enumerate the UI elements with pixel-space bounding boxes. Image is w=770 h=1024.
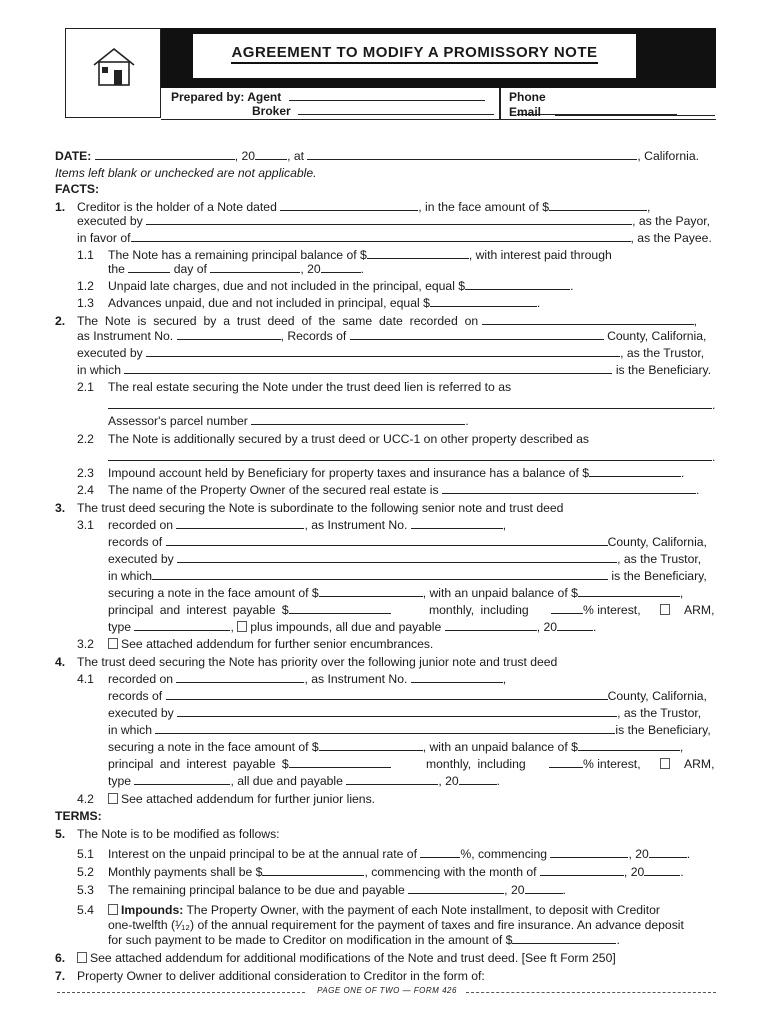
terms-heading: TERMS: xyxy=(55,809,102,823)
senior-recorded-field[interactable] xyxy=(176,518,304,529)
senior-payment-field[interactable] xyxy=(289,603,391,614)
email-field[interactable] xyxy=(555,105,715,116)
junior-type-field[interactable] xyxy=(134,774,230,785)
junior-addendum-checkbox[interactable] xyxy=(108,793,118,804)
beneficiary-field[interactable] xyxy=(124,363,612,374)
instrument-field[interactable] xyxy=(177,329,281,340)
payor-field[interactable] xyxy=(146,214,632,225)
balance-year-field[interactable] xyxy=(525,883,563,894)
date-line: DATE: , 20 , at , California. xyxy=(55,149,700,163)
balance-due-field[interactable] xyxy=(408,883,504,894)
monthly-payment-field[interactable] xyxy=(262,865,364,876)
house-icon xyxy=(92,47,136,87)
section-number: 1. xyxy=(55,200,66,214)
junior-payment-field[interactable] xyxy=(289,757,391,768)
senior-rate-field[interactable] xyxy=(551,603,583,614)
owner-name-field[interactable] xyxy=(442,483,696,494)
advances-field[interactable] xyxy=(430,296,537,307)
agent-field[interactable] xyxy=(289,90,485,101)
s2-line3: executed by , as the Trustor, xyxy=(77,346,705,360)
s1-line2: executed by , as the Payor, xyxy=(77,214,711,228)
senior-trustor-field[interactable] xyxy=(177,552,617,563)
facts-heading: FACTS: xyxy=(55,182,100,196)
records-field[interactable] xyxy=(350,329,604,340)
senior-face-field[interactable] xyxy=(319,586,423,597)
title-panel xyxy=(193,34,636,78)
logo-box xyxy=(65,28,161,118)
senior-instrument-field[interactable] xyxy=(411,518,503,529)
senior-due-field[interactable] xyxy=(445,620,537,631)
recorded-date-field[interactable] xyxy=(482,314,694,325)
new-rate-field[interactable] xyxy=(420,847,460,858)
arm-checkbox[interactable] xyxy=(660,604,670,615)
broker-field[interactable] xyxy=(298,104,494,115)
date-label: DATE: xyxy=(55,149,92,163)
email-label: Email xyxy=(509,105,542,119)
prepared-by-label: Prepared by: Agent xyxy=(171,90,282,104)
senior-year-field[interactable] xyxy=(557,620,593,631)
real-estate-field[interactable] xyxy=(108,398,712,409)
modifications-checkbox[interactable] xyxy=(77,952,87,963)
year-field[interactable] xyxy=(321,262,361,273)
junior-year-field[interactable] xyxy=(459,774,497,785)
payment-month-field[interactable] xyxy=(540,865,624,876)
trustor-field[interactable] xyxy=(146,346,620,357)
payment-year-field[interactable] xyxy=(644,865,680,876)
divider xyxy=(499,88,501,120)
face-amount-field[interactable] xyxy=(549,200,647,211)
junior-arm-checkbox[interactable] xyxy=(660,758,670,769)
s1-1-line: The Note has a remaining principal balance of $ , with interest paid through xyxy=(108,248,612,262)
junior-unpaid-field[interactable] xyxy=(578,740,680,751)
senior-unpaid-field[interactable] xyxy=(578,586,680,597)
senior-records-field[interactable] xyxy=(166,535,608,546)
apn-field[interactable] xyxy=(251,414,465,425)
s1-2-line: Unpaid late charges, due and not included in the principal, equal $ . xyxy=(108,279,574,293)
impounds-checkbox[interactable] xyxy=(237,621,247,632)
payee-field[interactable] xyxy=(131,231,631,242)
junior-beneficiary-field[interactable] xyxy=(155,723,615,734)
senior-type-field[interactable] xyxy=(134,620,230,631)
other-property-field[interactable] xyxy=(108,450,712,461)
junior-records-field[interactable] xyxy=(166,689,608,700)
month-field[interactable] xyxy=(210,262,300,273)
s2-line1: The Note is secured by a trust deed of the same date recorded on , xyxy=(77,314,697,328)
phone-label: Phone xyxy=(509,90,546,104)
day-field[interactable] xyxy=(128,262,170,273)
impounds-checkbox[interactable] xyxy=(108,904,118,915)
date-field[interactable] xyxy=(95,149,235,160)
year-field[interactable] xyxy=(255,149,287,160)
page-footer: PAGE ONE OF TWO — FORM 426 xyxy=(317,986,457,995)
s1-line1: Creditor is the holder of a Note dated , in the face amount of $ , xyxy=(77,200,651,214)
broker-label: Broker xyxy=(252,104,291,118)
senior-beneficiary-field[interactable] xyxy=(152,569,608,580)
late-charges-field[interactable] xyxy=(465,279,570,290)
city-field[interactable] xyxy=(307,149,637,160)
page-title: AGREEMENT TO MODIFY A PROMISSORY NOTE xyxy=(231,34,597,64)
blank-note: Items left blank or unchecked are not applicable. xyxy=(55,166,317,180)
impound-balance-field[interactable] xyxy=(589,466,681,477)
rate-year-field[interactable] xyxy=(649,847,687,858)
s2-line4: in which is the Beneficiary. xyxy=(77,363,712,377)
note-date-field[interactable] xyxy=(280,200,418,211)
junior-face-field[interactable] xyxy=(319,740,423,751)
s1-1-line2: the day of , 20 . xyxy=(108,262,365,276)
junior-due-field[interactable] xyxy=(346,774,438,785)
senior-addendum-checkbox[interactable] xyxy=(108,638,118,649)
s2-line2: as Instrument No. , Records of County, California, xyxy=(77,329,707,343)
advance-deposit-field[interactable] xyxy=(512,933,616,944)
junior-rate-field[interactable] xyxy=(549,757,583,768)
s1-line3: in favor of , as the Payee. xyxy=(77,231,712,245)
prepared-by-panel xyxy=(161,88,716,120)
junior-instrument-field[interactable] xyxy=(411,672,503,683)
principal-balance-field[interactable] xyxy=(367,248,469,259)
junior-trustor-field[interactable] xyxy=(177,706,617,717)
s1-3-line: Advances unpaid, due and not included in principal, equal $ . xyxy=(108,296,541,310)
junior-recorded-field[interactable] xyxy=(176,672,304,683)
rate-start-field[interactable] xyxy=(550,847,628,858)
